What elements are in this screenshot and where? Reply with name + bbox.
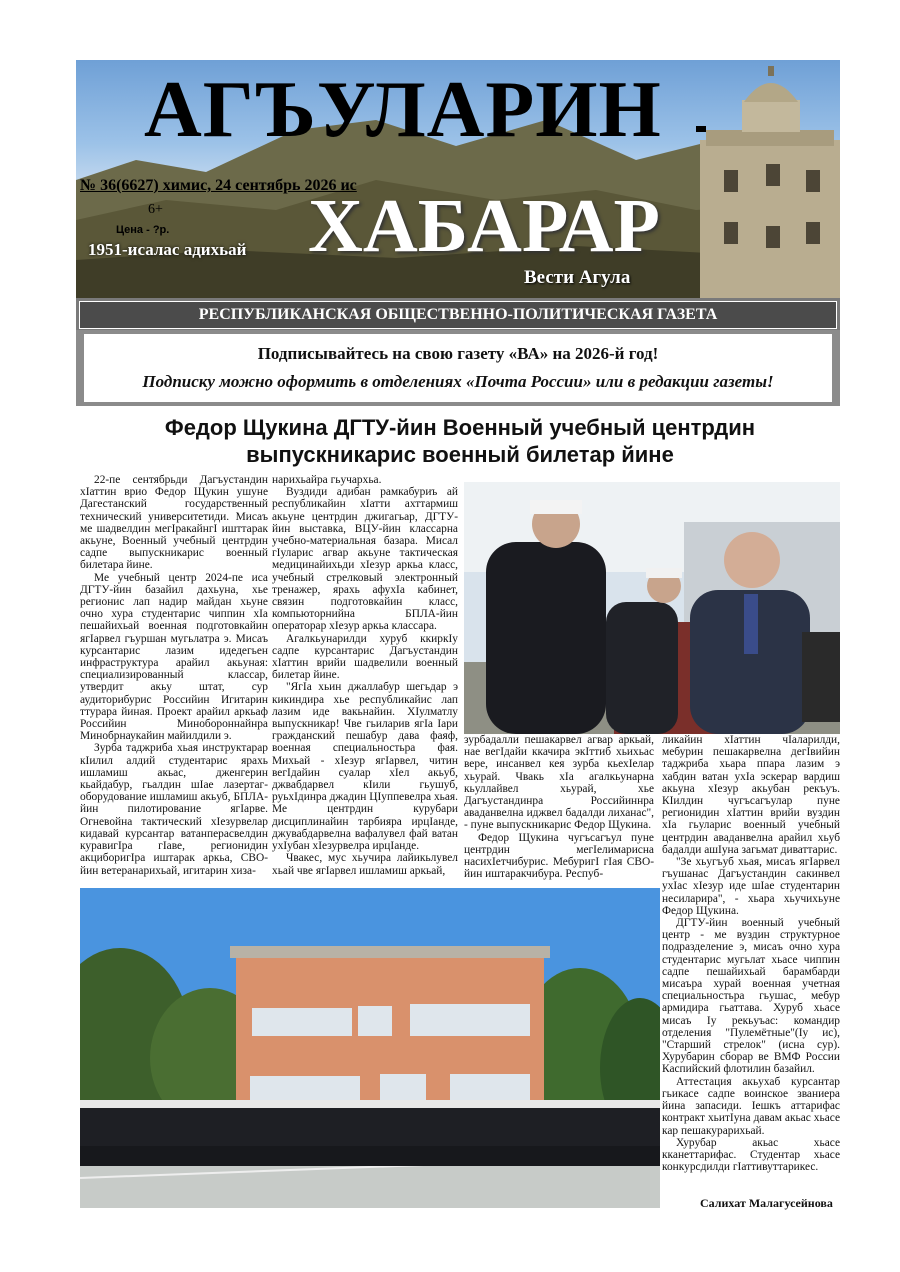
paragraph: Аттестация акьухаб курсантар гьикасе садпе воинское званиера йина запасиди. Iешкъ аттарифас контракт хьитIуна давам акьас хьасе кар пешакурарихьай.: [662, 1075, 840, 1137]
article-column-2: [272, 474, 458, 890]
article-column-4: [662, 734, 840, 1186]
subscription-line-2: Подписку можно оформить в отделениях «Почта России» или в редакции газеты!: [142, 372, 774, 391]
paragraph: Ме учебный центр 2024-пе иса ДГТУ-йин базайил дахьуна, хье регионис лап надир майдан хьуне очно хура студентарис чиппин хIа пешайихьай военная подготовкайин ягIарвел гъуршан мугьлатра э. Мисаъ курсантарис лазим идедегьен инфраструктура арайил акьуная: специализированный классар, утвердит акьу штат, сур аудиторибурис Российин Игитарин ттурара йиная. Проект арайил аркьаф Российин Минобороннайнра Минобрнаукайин майилдили э.: [80, 571, 268, 743]
paragraph: Вуздиди адибан рамкабуриъ ай республикайин хIатти ахттармиш акьуне центрдин джигагьар, ДГТУ-йин выставка, ВЦУ-йин классарна учебно-материальная базара. Мисал гIуларис агвар акьуне тактическая медицинайихьди хIезур аркьа класс, учебный стрелковый электронный тренажер, ярахь афухIа кабинет, связин подготовкайин класс, компьюторнийна БПЛА-йин операторар хIезур аркьа классара.: [272, 486, 458, 633]
paragraph: ДГТУ-йин военный учебный центр - ме вуздин структурное подразделение э, мисаъ очно хура студентарис мугьлат хьасе чиппин садпе пешайихьай барамбарди мисаъра хурай военная учетная специальностьра гьушас, мебур армидира гьаттава. Хуруб хьасе мисаъ Iу рекьуъас: командир отделения "Пулемётные"(Iу ис), "Старший стрелок" (иснa сур). Хурубарин сборар ве ВМФ России Каспийский флотилин базайил.: [662, 917, 840, 1076]
subscription-line-1: Подписывайтесь на свою газету «ВА» на 2026-й год!: [257, 344, 659, 363]
subscription-box: [76, 330, 840, 406]
russian-subtitle: Вести Агула: [524, 267, 631, 288]
newspaper-subtitle-word: ХАБАРАР: [308, 184, 660, 268]
issue-info: № 36(6627) химис, 24 сентябрь 2026 ис: [80, 177, 357, 194]
paragraph: Федор Щукина чугъсагъул пуне центрдин мегIелимарисна насихIетчибурис. МебуригI гIая СВО-йин иштаракчибура. Респуб-: [464, 831, 654, 881]
republican-band: [76, 298, 840, 334]
founded-year: 1951-исалас адихьай: [88, 240, 247, 259]
masthead-banner: [76, 60, 840, 298]
paragraph: Зурба таджриба хьая инструктарар кIилил алдий студентарис ярахь ишламиш акьас, дженгерин кьайдабур, гьалдин шIае лазертаг-оборудование ишламиш акьуб, БПЛА-йин пилотирование ягIарве. Огневойна тактический хIезурвелар кидавай курсантар ватанперасвелдин куравигIра гIаве, регионидин акциборигIра иштарак аркьа, СВО-йин ветеранарихьай, игитарин хиза-: [80, 742, 268, 877]
article-column-3: [464, 734, 654, 884]
article-column-1: [80, 474, 268, 890]
paragraph: ликайин хIаттин чIаларилди, мебурин пешакарвелна дегIвийин таджриба хьара ппара лазим э хабдин ватан ухIа эскерар вардиш акьуна хIезур акьубан рекъуъ. КIилдин чугъсагъулар пуне регионидин хIаттин врийи вуздин хIа гьуларис военный учебный центрдин аваданвелна арайил хьуб бадалди ашIуна загьмат диваттарис.: [662, 734, 840, 856]
subscription-inner: [84, 334, 832, 402]
paragraph: нарихьайра гьучархьа.: [272, 474, 382, 486]
republican-band-label: РЕСПУБЛИКАНСКАЯ ОБЩЕСТВЕННО-ПОЛИТИЧЕСКАЯ ГАЗЕТА: [79, 301, 837, 329]
age-rating: 6+: [148, 202, 163, 217]
handshake-photo-image: [464, 482, 840, 734]
author-signature: Салихат Малагусейнова: [700, 1196, 833, 1210]
headline-line-2: выпускникарис военный билетар йине: [246, 442, 674, 467]
paragraph: зурбадалли пешакарвел агвар аркьай, нае вегIдайи ккачира экIттиб хьихьас вере, инсанвел кея зурба кьехIелар хьурай. Чвакь хIа агалкьунарна кьуллайвел хьурай, хье Дагъустандинра Российиннра аваданвелна иджвел бадалди лиханас", - пуне выпускникарис Федор Щукина.: [464, 734, 654, 832]
article-headline: [80, 414, 840, 468]
paragraph: Агалкьунарилди хуруб ккиркIу садпе курсантарис Дагъустандин хIаттин врийи шадвелили военный билетар йине.: [272, 632, 458, 682]
paragraph: "Зе хьугъуб хьая, мисаъ ягIарвел гъушанас Дагъустандин сакинвел ухIас хIезур иде шIае студентарин несиларира", - хьара хьучихьуне Федор Щукина.: [662, 856, 840, 917]
title-dot-decoration: [696, 126, 706, 132]
price-label: Цена - ?р.: [116, 224, 170, 236]
paragraph: 22-пе сентябрьди Дагъустандин хIаттин врио Федор Щукин ушуне Дагестанский государственный технический университетиди. Мисаъ ме шадвелдин мегIракайнгI ишттарак акьуне, Военный учебный центрдин садпе выпускникарис военный билетара йине.: [80, 474, 268, 572]
paragraph: Хурубар акьас хьасе кканеттарифас. Студентар хьасе конкурсдилди гIаттивуттарикес.: [662, 1136, 840, 1174]
group-photo-image: [80, 888, 660, 1208]
headline-line-1: Федор Щукина ДГТУ-йин Военный учебный центрдин: [164, 415, 756, 440]
handshake-photo: [464, 482, 840, 734]
group-photo: [80, 888, 660, 1208]
paragraph: Чвакес, мус хьучира лайикьлувел хьай чве ягIарвел ишламиш аркьай,: [272, 852, 458, 877]
newspaper-title: АГЪУЛАРИН: [144, 66, 662, 154]
paragraph: "ЯгIа хьин джаллабур шегьдар э кикиндира хье республикайис лап лазим иде вакьнайин. ХIулматлу выпускникар! Чве гьиларив ягIа Iари гражданский пешабур дава фаяф, военная специальностьра фая. Михьай - хIезур ягIарвел, читин вегIдайин суалар хIел акьуб, джвабдарвел кIили гьушуб, руьхIдинра джадин ЦIуппевелра хьая. Ме центрдин курубари дисциплинайин тарбияра ирцIанде, джувабдарвелна вафалувел фай ватан уxIубан хIезурвелра ирцIанде.: [272, 681, 458, 853]
